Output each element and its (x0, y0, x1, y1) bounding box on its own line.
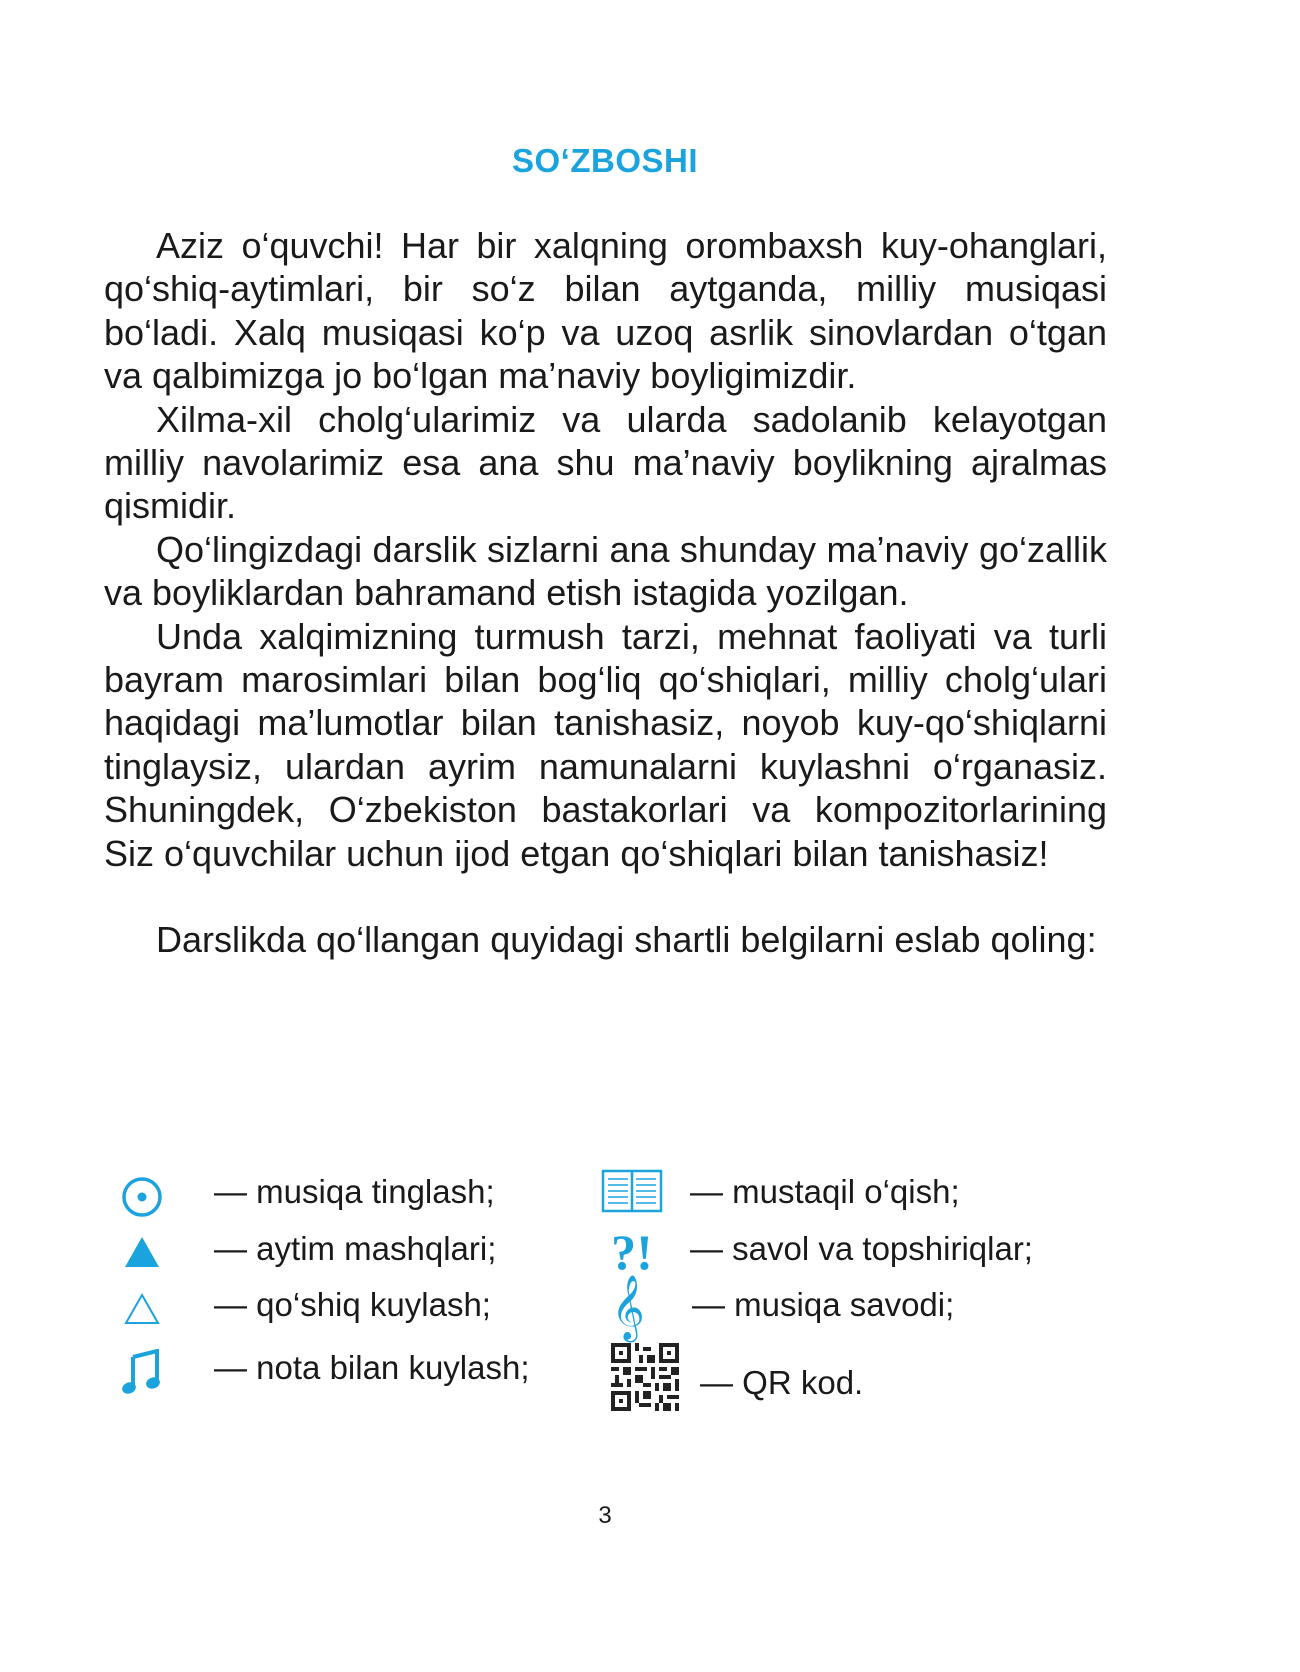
qr-code-icon (610, 1342, 680, 1412)
outline-triangle-icon (118, 1285, 166, 1333)
paragraph-1: Aziz o‘quvchi! Har bir xalqning orombaxsh kuy-ohanglari, qo‘shiq-aytimlari, bir so‘z bilan aytganda, milliy musiqasi bo‘ladi. Xalq musiqasi ko‘p va uzoq asrlik sinovlardan o‘tgan va qalbimizga jo bo‘lgan ma’naviy boyligimizdir. (104, 225, 1107, 397)
legend-label-song-singing: — qo‘shiq kuylash; (214, 1286, 491, 1323)
legend-label-music-literacy: — musiqa savodi; (692, 1286, 955, 1323)
legend-label-qr-code: — QR kod. (700, 1364, 864, 1401)
filled-triangle-icon (118, 1228, 166, 1276)
paragraph-2: Xilma-xil cholg‘ularimiz va ularda sadolanib kelayotgan milliy navolarimiz esa ana shu ma’naviy boylikning ajralmas qismidir. (104, 398, 1107, 527)
page-title: SO‘ZBOSHI (511, 142, 699, 179)
listen-circle-icon (118, 1173, 166, 1221)
legend-label-questions-tasks: — savol va topshiriqlar; (690, 1230, 1033, 1267)
paragraph-4: Unda xalqimizning turmush tarzi, mehnat faoliyati va turli bayram marosimlari bilan bog‘liq qo‘shiqlari, milliy cholg‘ulari haqidagi ma’lumotlar bilan tanishasiz, noyob kuy-qo‘shiqlarni tinglaysiz, ulardan ayrim namunalarni kuylashni o‘rganasiz. Shuningdek, O‘zbekiston bastakorlari va kompozitorlarining Siz o‘quvchilar uchun ijod etgan qo‘shiqlari bilan tanishasiz! (104, 615, 1107, 874)
music-notes-icon (118, 1346, 166, 1398)
paragraph-3: Qo‘lingizdagi darslik sizlarni ana shunday ma’naviy go‘zallik va boyliklardan bahramand etish istagida yozilgan. (104, 528, 1107, 614)
legend-label-vocal-exercises: — aytim mashqlari; (214, 1230, 497, 1267)
legend-label-independent-reading: — mustaqil o‘qish; (690, 1173, 960, 1210)
open-book-icon (600, 1166, 664, 1216)
treble-clef-icon: 𝄞 (611, 1275, 645, 1340)
legend-label-note-singing: — nota bilan kuylash; (214, 1349, 530, 1386)
page-number: 3 (598, 1502, 612, 1529)
question-exclamation-icon: ?! (611, 1224, 653, 1280)
paragraph-5: Darslikda qo‘llangan quyidagi shartli belgilarni eslab qoling: (156, 919, 1097, 961)
legend-label-listen: — musiqa tinglash; (214, 1173, 495, 1210)
